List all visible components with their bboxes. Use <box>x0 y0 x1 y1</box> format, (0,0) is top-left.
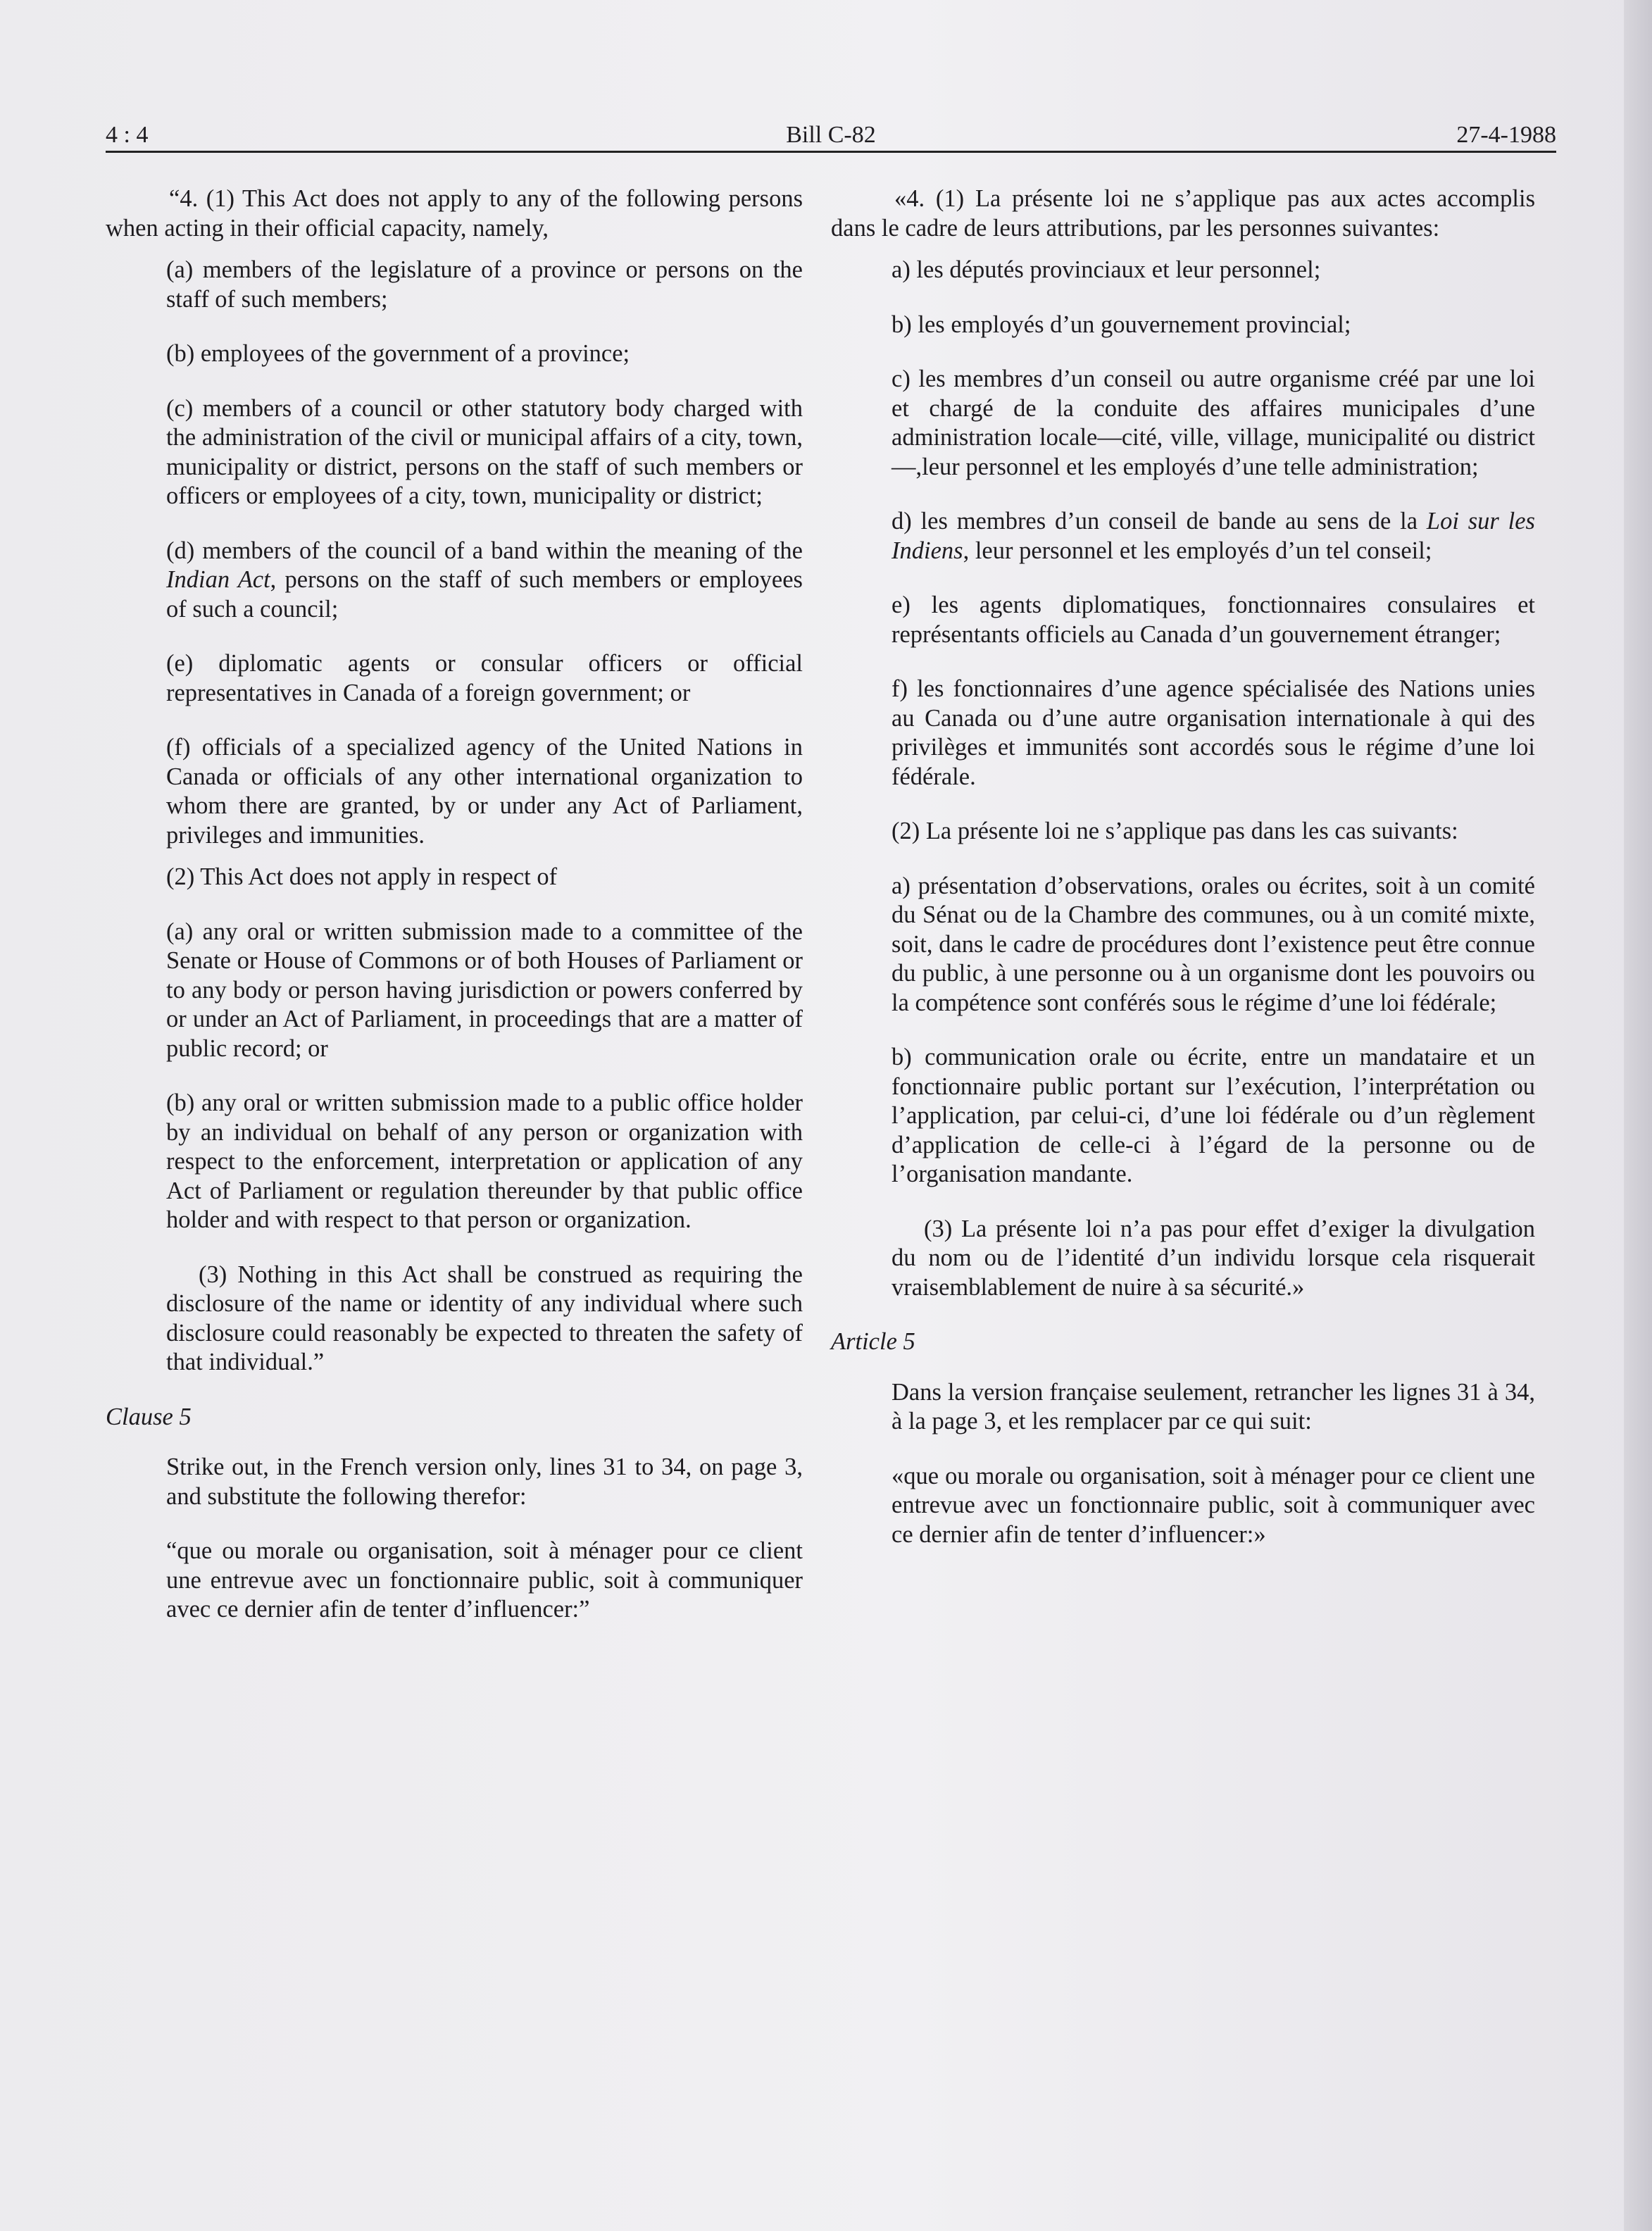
bill-title: Bill C-82 <box>786 122 876 148</box>
english-column <box>106 185 803 1650</box>
fr-para-c: c) les membres d’un conseil ou autre organisme créé par une loi et chargé de la conduite des affaires municipales d’une administration locale—cité, ville, village, municipalité ou district—,leur personnel et les employés d’une telle administration; <box>891 365 1535 480</box>
fr-para-f: f) les fonctionnaires d’une agence spécialisée des Nations unies au Canada ou d’une autre organisation internationale à qui des privilèges et immunités sont accordés sous le régime d’une loi fédérale. <box>891 675 1535 790</box>
en-para-a: (a) members of the legislature of a province or persons on the staff of such members; <box>166 256 803 313</box>
header-date: 27-4-1988 <box>1456 122 1556 148</box>
fr-sub2-para-a: a) présentation d’observations, orales ou écrites, soit à un comité du Sénat ou de la Chambre des communes, ou à un comité mixte, soit, dans le cadre de procédures dont l’existence peut être connue du public, à une personne ou à un organisme dont les pouvoirs ou la compétence sont conférés sous le régime d’une loi fédérale; <box>891 872 1535 1016</box>
fr-article-heading: Article 5 <box>831 1328 915 1355</box>
french-column <box>831 185 1535 1575</box>
en-clause-heading: Clause 5 <box>106 1403 192 1430</box>
en-indian-act: Indian Act <box>166 566 270 593</box>
en-para-d-end: , persons on the staff of such members or employees of such a council; <box>166 566 803 623</box>
fr-sub2-para-b: b) communication orale ou écrite, entre un mandataire et un fonctionnaire public portant sur l’exécution, l’interprétation ou l’application, par celui-ci, d’une loi fédérale ou d’un règlement d’application de celle-ci à l’égard de la personne ou de l’organisation mandante. <box>891 1044 1535 1187</box>
page-number: 4 : 4 <box>106 122 149 148</box>
fr-para-d-start: d) les membres d’un conseil de bande au sens de la <box>891 508 1427 535</box>
en-subsection-1: “4. (1) This Act does not apply to any of the following persons when acting in their official capacity, namely, <box>106 185 803 242</box>
en-para-b: (b) employees of the government of a province; <box>166 340 630 367</box>
en-para-c: (c) members of a council or other statutory body charged with the administration of the civil or municipal affairs of a city, town, municipality or district, persons on the staff of such members or officers or employees of a city, town, municipality or district; <box>166 394 803 509</box>
page-header <box>106 120 1556 153</box>
en-para-f: (f) officials of a specialized agency of the United Nations in Canada or officials of any other international organization to whom there are granted, by or under any Act of Parliament, privileges and immunities. <box>166 734 803 849</box>
en-sub2-para-a: (a) any oral or written submission made to a committee of the Senate or House of Commons or of both Houses of Parliament or to any body or person having jurisdiction or powers conferred by or under an Act of Parliament, in proceedings that are a matter of public record; or <box>166 918 803 1062</box>
en-replacement-quote: “que ou morale ou organisation, soit à ménager pour ce client une entrevue avec un fonctionnaire public, soit à communiquer avec ce dernier afin de tenter d’influencer:” <box>166 1537 803 1623</box>
fr-subsection-1: «4. (1) La présente loi ne s’applique pas aux actes accomplis dans le cadre de leurs attributions, par les personnes suivantes: <box>831 185 1535 242</box>
fr-para-b: b) les employés d’un gouvernement provincial; <box>891 311 1351 338</box>
page-edge-shadow <box>1624 0 1652 2231</box>
fr-subsection-3: (3) La présente loi n’a pas pour effet d’exiger la divulgation du nom ou de l’identité d’un individu lorsque cela risquerait vraisemblablement de nuire à sa sécurité.» <box>891 1215 1535 1301</box>
fr-replacement-quote: «que ou morale ou organisation, soit à ménager pour ce client une entrevue avec un fonctionnaire public, soit à communiquer avec ce dernier afin de tenter d’influencer:» <box>891 1462 1535 1548</box>
fr-subsection-2: (2) La présente loi ne s’applique pas dans les cas suivants: <box>891 818 1458 844</box>
en-strike-instruction: Strike out, in the French version only, lines 31 to 34, on page 3, and substitute the following therefor: <box>166 1454 803 1510</box>
en-para-e: (e) diplomatic agents or consular officers or official representatives in Canada of a foreign government; or <box>166 650 803 706</box>
en-subsection-2: (2) This Act does not apply in respect of <box>166 863 558 890</box>
fr-loi-indiens: Loi sur les Indiens <box>891 508 1535 564</box>
fr-strike-instruction: Dans la version française seulement, retrancher les lignes 31 à 34, à la page 3, et les remplacer par ce qui suit: <box>891 1378 1535 1435</box>
en-subsection-3: (3) Nothing in this Act shall be construed as requiring the disclosure of the name or identity of any individual where such disclosure could reasonably be expected to threaten the safety of that individual.” <box>166 1261 803 1375</box>
fr-para-e: e) les agents diplomatiques, fonctionnaires consulaires et représentants officiels au Canada d’un gouvernement étranger; <box>891 592 1535 648</box>
fr-para-d <box>831 507 1535 565</box>
fr-para-a: a) les députés provinciaux et leur personnel; <box>891 256 1321 283</box>
en-para-d-start: (d) members of the council of a band within the meaning of the <box>166 537 803 564</box>
en-para-d <box>106 537 803 625</box>
en-sub2-para-b: (b) any oral or written submission made to a public office holder by an individual on behalf of any person or organization with respect to the enforcement, interpretation or application of any Act of Parliament or regulation thereunder by that public office holder and with respect to that person or organization. <box>166 1089 803 1233</box>
fr-para-d-end: , leur personnel et les employés d’un tel conseil; <box>963 537 1432 564</box>
